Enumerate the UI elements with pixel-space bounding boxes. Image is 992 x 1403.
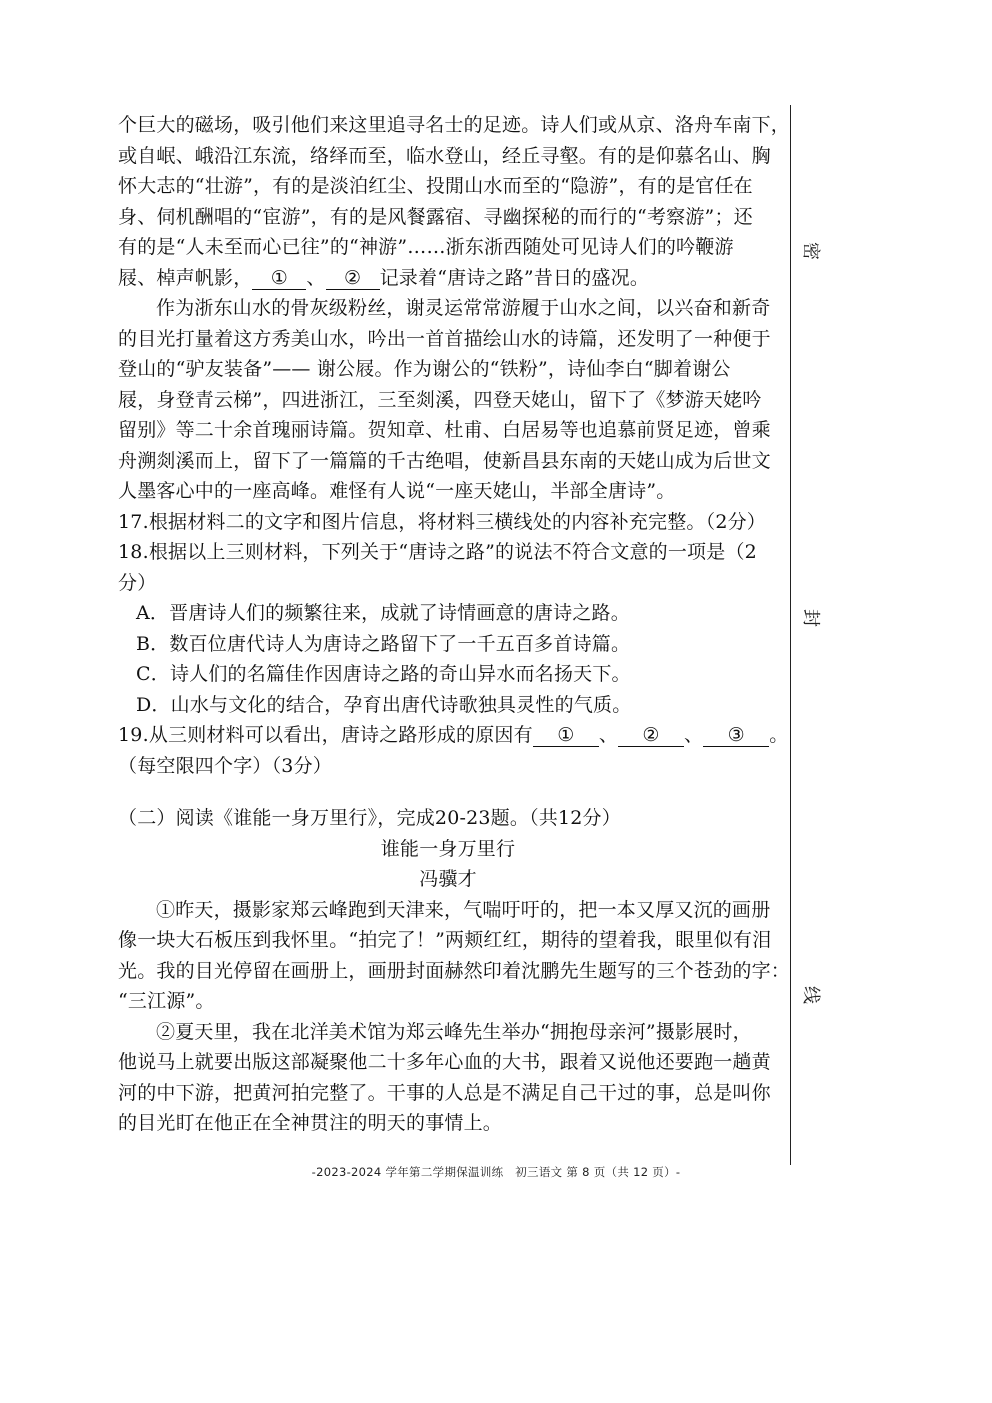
text-line: 个巨大的磁场，吸引他们来这里追寻名士的足迹。诗人们或从京、洛舟车南下， — [118, 114, 791, 136]
question-17: 17.根据材料二的文字和图片信息，将材料三横线处的内容补充完整。（2分） — [118, 510, 767, 533]
text-line: “三江源”。 — [118, 990, 215, 1012]
question-19-note: （每空限四个字）（3分） — [118, 754, 332, 777]
margin-seal-char: 封 — [800, 609, 821, 627]
page-content — [118, 110, 791, 1139]
text-line: 的目光打量着这方秀美山水，吟出一首首描绘山水的诗篇，还发明了一种便于 — [118, 327, 771, 350]
fill-blank-2[interactable]: ② — [618, 724, 684, 747]
text-line: 的目光盯在他正在全神贯注的明天的事情上。 — [118, 1112, 503, 1134]
spacer — [118, 781, 778, 803]
margin-seal-char: 线 — [800, 986, 821, 1004]
option-d[interactable]: D．山水与文化的结合，孕育出唐代诗歌独具灵性的气质。 — [136, 693, 632, 716]
text-line-with-blanks — [118, 263, 778, 294]
text-line: ①昨天，摄影家郑云峰跑到天津来，气喘吁吁的，把一本又厚又沉的画册 — [156, 898, 771, 921]
margin-seal-char: 密 — [800, 242, 821, 260]
blank-separator: 、 — [306, 266, 326, 289]
text-line: 留别》等二十余首瑰丽诗篇。贺知章、杜甫、白居易等也追慕前贤足迹，曾乘 — [118, 419, 771, 441]
page-footer: -2023-2024 学年第二学期保温训练 初三语文 第 8 页（共 12 页）- — [311, 1165, 681, 1179]
text-segment: 19.从三则材料可以看出，唐诗之路形成的原因有 — [118, 724, 533, 746]
section-2 — [118, 803, 791, 1139]
text-segment: 记录着“唐诗之路”昔日的盛况。 — [379, 266, 650, 289]
option-c[interactable]: C．诗人们的名篇佳作因唐诗之路的奇山异水而名扬天下。 — [136, 663, 631, 685]
text-line: ②夏天里，我在北洋美术馆为郑云峰先生举办“拥抱母亲河”摄影展时， — [156, 1020, 752, 1043]
fill-blank-1[interactable]: ① — [252, 267, 306, 290]
material3-para2 — [118, 293, 778, 507]
text-line: 身、伺机酬唱的“宦游”，有的是风餐露宿、寻幽探秘的而行的“考察游”；还 — [118, 205, 753, 228]
material3-para1 — [118, 110, 791, 293]
text-line: 人墨客心中的一座高峰。难怪有人说“一座天姥山，半部全唐诗”。 — [118, 480, 676, 502]
question-19 — [118, 720, 789, 781]
text-line: 有的是“人未至而心已往”的“神游”……浙东浙西随处可见诗人们的吟鞭游 — [118, 236, 734, 258]
text-line: 光。我的目光停留在画册上，画册封面赫然印着沈鹏先生题写的三个苍劲的字： — [118, 959, 791, 982]
text-line: 登山的“驴友装备”—— 谢公屐。作为谢公的“铁粉”，诗仙李白“脚着谢公 — [118, 358, 731, 380]
question-18-stem-cont: 分） — [118, 571, 157, 594]
text-line: 或自岷、峨沿江东流，络绎而至，临水登山，经丘寻壑。有的是仰慕名山、胸 — [118, 144, 771, 167]
article-author: 冯骥才 — [419, 868, 477, 890]
question-18 — [118, 537, 778, 720]
fill-blank-1[interactable]: ① — [533, 724, 599, 747]
blank-separator: 、 — [598, 724, 619, 746]
question-19-stem — [118, 720, 789, 751]
text-line: 作为浙东山水的骨灰级粉丝，谢灵运常常游履于山水之间，以兴奋和新奇 — [156, 297, 771, 319]
text-line: 河的中下游，把黄河拍完整了。干事的人总是不满足自己干过的事，总是叫你 — [118, 1081, 771, 1104]
article-paragraph-1 — [118, 895, 791, 1017]
text-segment: 屐、棹声帆影， — [118, 266, 253, 289]
section-heading: （二）阅读《谁能一身万里行》，完成20-23题。（共12分） — [118, 807, 621, 829]
binding-margin-line — [790, 105, 791, 1165]
text-segment: 。 — [769, 724, 789, 746]
option-a[interactable]: A．晋唐诗人们的频繁往来，成就了诗情画意的唐诗之路。 — [136, 602, 630, 624]
text-line: 屐，身登青云梯”，四进浙江，三至剡溪，四登天姥山，留下了《梦游天姥吟 — [118, 388, 762, 411]
text-line: 舟溯剡溪而上，留下了一篇篇的千古绝唱，使新昌县东南的天姥山成为后世文 — [118, 449, 771, 472]
article-paragraph-2 — [118, 1017, 778, 1139]
text-line: 像一块大石板压到我怀里。“拍完了！”两颊红红，期待的望着我，眼里似有泪 — [118, 929, 772, 951]
option-b[interactable]: B．数百位唐代诗人为唐诗之路留下了一千五百多首诗篇。 — [136, 632, 631, 655]
blank-separator: 、 — [684, 724, 704, 746]
text-line: 他说马上就要出版这部凝聚他二十多年心血的大书，跟着又说他还要跑一趟黄 — [118, 1051, 771, 1073]
fill-blank-2[interactable]: ② — [326, 267, 380, 290]
article-title: 谁能一身万里行 — [380, 837, 516, 860]
question-18-stem: 18.根据以上三则材料，下列关于“唐诗之路”的说法不符合文意的一项是（2 — [118, 541, 757, 563]
text-line: 怀大志的“壮游”，有的是淡泊红尘、投閒山水而至的“隐游”，有的是官任在 — [118, 175, 753, 197]
fill-blank-3[interactable]: ③ — [703, 724, 769, 747]
